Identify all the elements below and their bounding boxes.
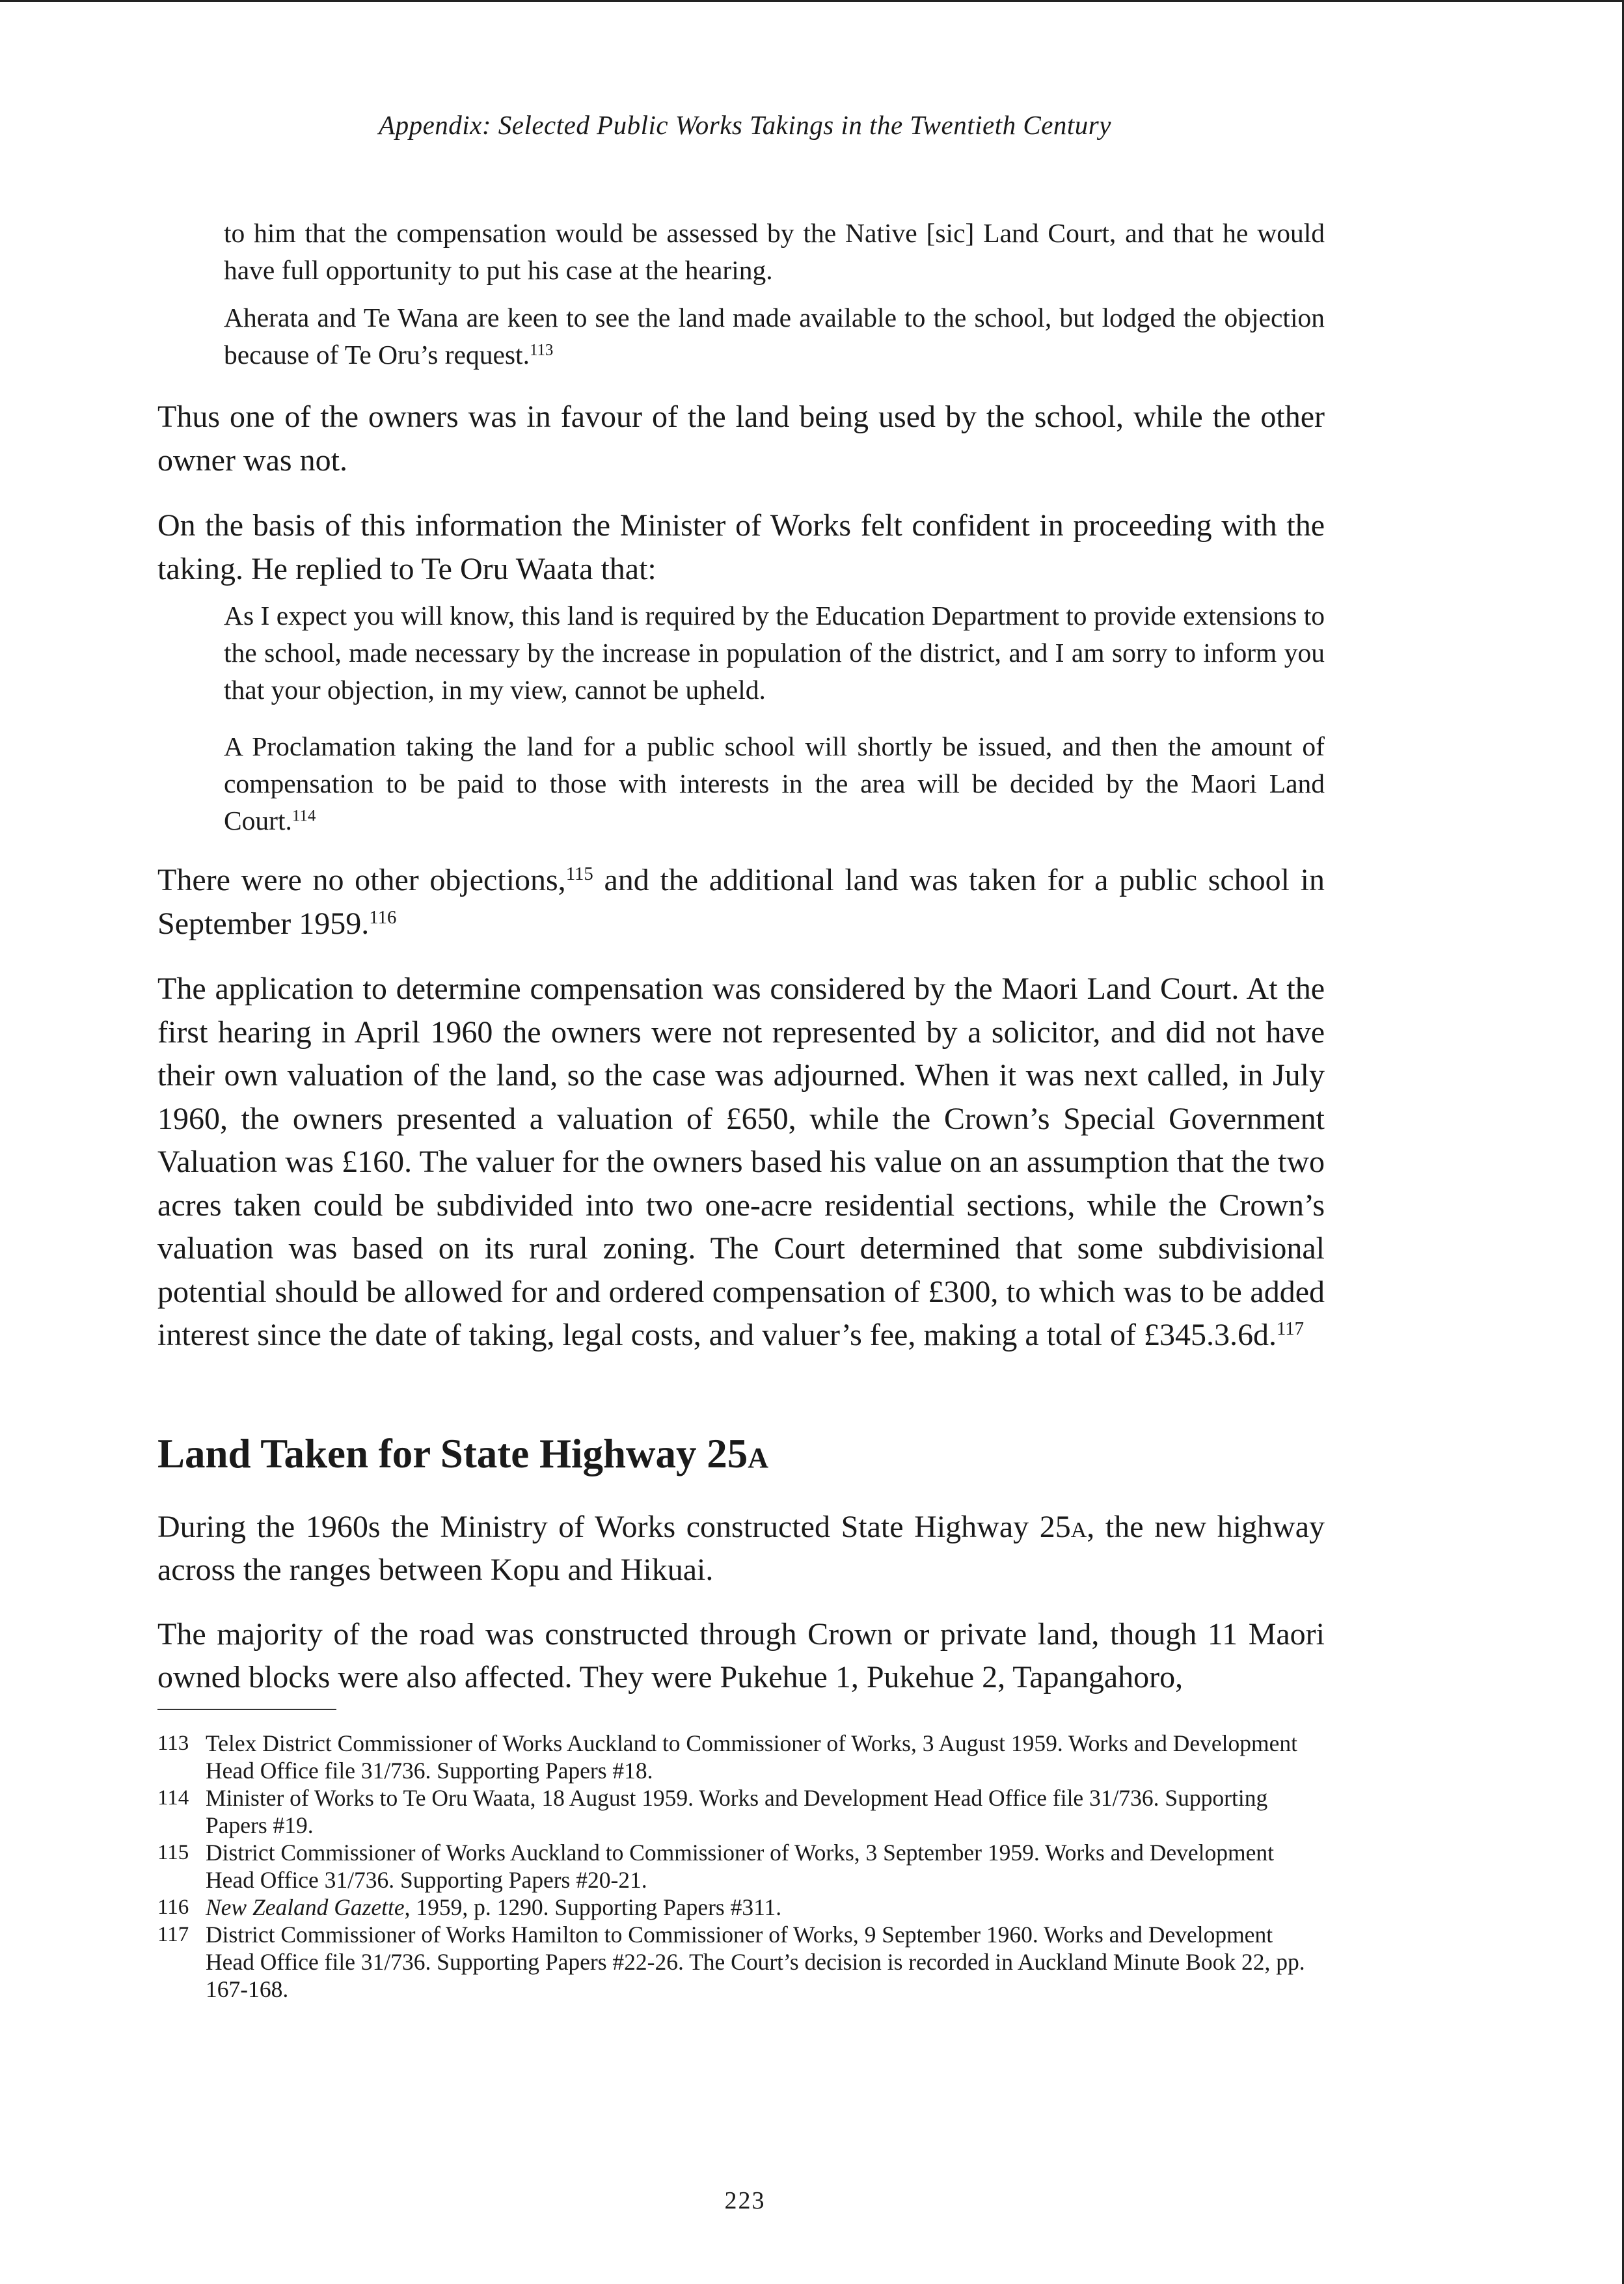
top-border <box>0 0 1624 2</box>
footnote-text <box>206 1894 1325 1921</box>
footnote-number: 113 <box>157 1731 189 1755</box>
body-paragraph-maori-blocks: The majority of the road was constructed through Crown or private land, though 11 Maori owned blocks were also affected. They were Pukehue 1, Pukehue 2, Tapangahoro, <box>157 1616 1325 1694</box>
body-paragraph-minister: On the basis of this information the Minister of Works felt confident in proceeding with the taking. He replied to Te Oru Waata that: <box>157 508 1325 586</box>
footnote-115 <box>157 1839 1325 1894</box>
block-quote-2-paragraph-1: As I expect you will know, this land is required by the Education Department to provide extensions to the school, made necessary by the increase in population of the district, and I am sorry to inform you that your objection, in my view, cannot be upheld. <box>224 601 1325 705</box>
footnote-ref-117: 117 <box>1276 1318 1305 1340</box>
page-content <box>157 215 1325 2003</box>
running-header: Appendix: Selected Public Works Takings in the Twentieth Century <box>379 110 1111 140</box>
text-segment: There were no other objections, <box>157 863 566 897</box>
footnote-number: 117 <box>157 1922 189 1946</box>
section-heading <box>157 1428 1325 1480</box>
text-smallcaps: a <box>1070 1509 1087 1544</box>
footnote-text: Minister of Works to Te Oru Waata, 18 August 1959. Works and Development Head Office file 31/736. Supporting Papers #19. <box>206 1784 1268 1838</box>
gazette-title: New Zealand Gazette <box>206 1894 405 1920</box>
text-segment: During the 1960s the Ministry of Works constructed State Highway 25 <box>157 1509 1071 1544</box>
page-number: 223 <box>724 2187 766 2214</box>
footnote-117 <box>157 1921 1325 2003</box>
footnote-number: 116 <box>157 1895 189 1919</box>
heading-suffix: a <box>748 1430 769 1476</box>
body-paragraph-objections <box>157 859 1325 945</box>
footnotes <box>157 1730 1325 2003</box>
body-paragraph-owners: Thus one of the owners was in favour of the land being used by the school, while the other owner was not. <box>157 400 1325 478</box>
citation-text: , 1959, p. 1290. Supporting Papers #311. <box>404 1894 782 1920</box>
footnote-114 <box>157 1784 1325 1839</box>
block-quote-1-paragraph-1: to him that the compensation would be assessed by the Native [sic] Land Court, and that he would have full opportunity to put his case at the hearing. <box>224 218 1325 285</box>
footnote-divider <box>157 1709 336 1710</box>
quote-text: A Proclamation taking the land for a public school will shortly be issued, and then the amount of compensation to be paid to those with interests in the area will be decided by the Maori Land Court. <box>224 731 1325 836</box>
footnote-ref-114: 114 <box>291 807 316 825</box>
footnote-ref-116: 116 <box>369 906 397 928</box>
footnote-text: District Commissioner of Works Auckland to Commissioner of Works, 3 September 1959. Works and Development Head Office 31/736. Supporting Papers #20-21. <box>206 1839 1275 1893</box>
heading-text: Land Taken for State Highway 25 <box>157 1430 748 1476</box>
footnote-ref-113: 113 <box>529 341 554 359</box>
text-segment: The application to determine compensation was considered by the Maori Land Court. At the first hearing in April 1960 the owners were not represented by a solicitor, and did not have their own valuation of the land, so the case was adjourned. When it was next called, in July 1960, the owners presented a valuation of £650, while the Crown’s Special Government Valuation was £160. The valuer for the owners based his value on an assumption that the two acres taken could be subdivided into two one-acre residential sections, while the Crown’s valuation was based on its rural zoning. The Court determined that some subdivisional potential should be allowed for and ordered compensation of £300, to which was to be added interest since the date of taking, legal costs, and valuer’s fee, making a total of £345.3.6d. <box>157 972 1325 1352</box>
block-quote-2-paragraph-2 <box>224 728 1325 839</box>
footnote-113 <box>157 1730 1325 1784</box>
footnote-number: 114 <box>157 1786 189 1810</box>
footnote-number: 115 <box>157 1840 189 1864</box>
footnote-text: District Commissioner of Works Hamilton to Commissioner of Works, 9 September 1960. Works and Development Head Office file 31/736. Supporting Papers #22-26. The Court’s decision is recorded in Auckland Minute Book 22, pp. 167-168. <box>206 1921 1305 2002</box>
footnote-text: Telex District Commissioner of Works Auckland to Commissioner of Works, 3 August 1959. Works and Development Head Office file 31/736. Supporting Papers #18. <box>206 1730 1298 1784</box>
text-segment: , the new highway across the ranges between Kopu and Hikuai. <box>157 1509 1325 1587</box>
footnote-116 <box>157 1894 1325 1921</box>
quote-text: Aherata and Te Wana are keen to see the land made available to the school, but lodged the objection because of Te Oru’s request. <box>224 303 1325 370</box>
text-segment: and the additional land was taken for a public school in September 1959. <box>157 863 1325 941</box>
body-paragraph-compensation <box>157 968 1325 1357</box>
block-quote-1-paragraph-2 <box>224 299 1325 374</box>
body-paragraph-highway <box>157 1506 1325 1592</box>
footnote-ref-115: 115 <box>565 863 593 885</box>
